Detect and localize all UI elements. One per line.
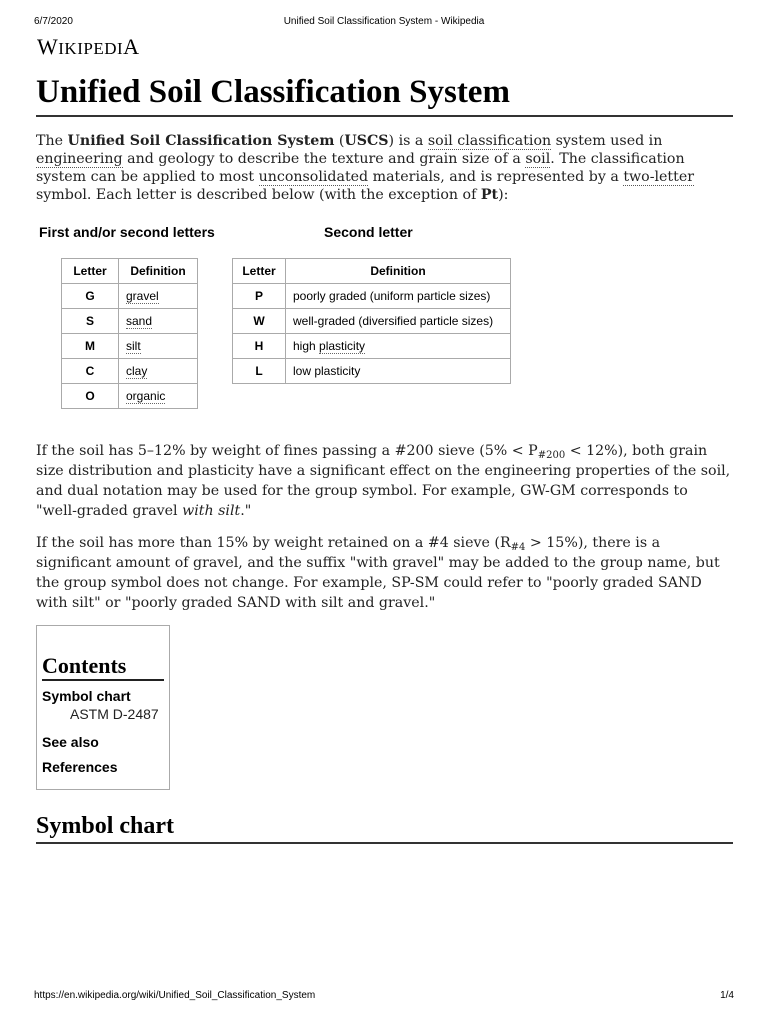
first-table-caption: First and/or second letters [39, 224, 215, 240]
definition-cell [119, 284, 198, 309]
toc-title: Contents [42, 653, 164, 681]
second-letter-table [232, 258, 511, 384]
definition-link[interactable]: clay [126, 364, 148, 378]
logo-smallcaps: IKIPEDI [58, 39, 124, 58]
letter-cell: G [62, 284, 119, 309]
definition-cell [119, 309, 198, 334]
table-row [233, 359, 511, 384]
table-row [62, 309, 198, 334]
intro-text: ): [498, 187, 509, 203]
intro-text: The [36, 133, 68, 149]
toc-item-see-also[interactable]: See also [42, 734, 99, 750]
print-footer [34, 990, 734, 1004]
print-header [34, 16, 734, 30]
intro-text: system used in [551, 133, 663, 149]
intro-text: symbol. Each letter is described below (with the exception of [36, 187, 481, 203]
table-row [62, 284, 198, 309]
first-letter-table [61, 258, 198, 409]
table-header: Definition [286, 259, 511, 284]
intro-bold-abbr: USCS [344, 133, 389, 149]
table-header: Definition [119, 259, 198, 284]
link-engineering[interactable]: engineering [36, 151, 123, 167]
definition-link[interactable]: silt [126, 339, 141, 353]
section-heading: Symbol chart [36, 812, 733, 844]
para-italic: with silt [182, 503, 241, 519]
definition-cell: well-graded (diversified particle sizes) [286, 309, 511, 334]
para-text: If the soil has more than 15% by weight retained on a #4 sieve (R [36, 535, 511, 551]
definition-cell [119, 384, 198, 409]
table-row [233, 334, 511, 359]
definition-cell [119, 359, 198, 384]
wikipedia-logo[interactable] [37, 34, 140, 60]
link-soil-classification[interactable]: soil classification [427, 133, 552, 149]
plasticity-link[interactable]: plasticity [319, 339, 366, 353]
logo-initial: W [37, 34, 59, 59]
para-text: > 15%), there is a significant amount of gravel, and the suffix "with gravel" may be added to the group name, but the group symbol does not change. For example, SP-SM could refer to "poorly graded SAND with silt" or "poorly graded SAND with silt and gravel." [36, 535, 720, 611]
logo-final: A [123, 34, 140, 59]
intro-text: ) is a [388, 133, 428, 149]
print-title: Unified Soil Classification System - Wikipedia [283, 16, 485, 27]
toc-item-symbol-chart[interactable]: Symbol chart [42, 688, 131, 704]
definition-cell: poorly graded (uniform particle sizes) [286, 284, 511, 309]
intro-paragraph [36, 132, 733, 204]
definition-cell: low plasticity [286, 359, 511, 384]
letter-cell: L [233, 359, 286, 384]
table-row [62, 384, 198, 409]
table-header-row [62, 259, 198, 284]
page-title: Unified Soil Classification System [36, 72, 733, 117]
intro-bold-pt: Pt [480, 187, 499, 203]
para-text: ." [240, 503, 252, 519]
letter-cell: W [233, 309, 286, 334]
table-of-contents [36, 625, 170, 790]
gravel-paragraph [36, 533, 733, 613]
toc-item-astm[interactable]: ASTM D-2487 [70, 706, 159, 722]
definition-link[interactable]: sand [126, 314, 153, 328]
letter-cell: P [233, 284, 286, 309]
table-header-row [233, 259, 511, 284]
intro-text: . The classification system can be applied to most [36, 151, 685, 185]
link-soil[interactable]: soil [525, 151, 551, 167]
letter-cell: C [62, 359, 119, 384]
letter-cell: O [62, 384, 119, 409]
definition-text: high [293, 339, 320, 353]
table-row [62, 359, 198, 384]
fines-paragraph [36, 441, 733, 521]
definition-cell [119, 334, 198, 359]
table-row [233, 284, 511, 309]
intro-text: materials, and is represented by a [368, 169, 624, 185]
para-text: If the soil has 5–12% by weight of fines passing a #200 sieve (5% < P [36, 443, 538, 459]
definition-cell [286, 334, 511, 359]
link-two-letter[interactable]: two-letter [623, 169, 695, 185]
para-text: < 12%), both grain size distribution and plasticity have a significant effect on the engineering properties of the soil, and dual notation may be used for the group symbol. For example, GW-GM corresponds to "well-graded gravel [36, 443, 731, 519]
link-unconsolidated[interactable]: unconsolidated [258, 169, 369, 185]
para-subscript: #4 [510, 542, 526, 553]
second-table-caption: Second letter [324, 224, 413, 240]
letter-cell: M [62, 334, 119, 359]
letter-cell: S [62, 309, 119, 334]
table-row [233, 309, 511, 334]
table-header: Letter [62, 259, 119, 284]
table-row [62, 334, 198, 359]
print-date: 6/7/2020 [34, 16, 73, 27]
definition-link[interactable]: gravel [126, 289, 159, 303]
print-page-number: 1/4 [720, 990, 734, 1001]
intro-bold-term: Unified Soil Classification System [67, 133, 335, 149]
toc-item-references[interactable]: References [42, 759, 118, 775]
letter-cell: H [233, 334, 286, 359]
intro-text: and geology to describe the texture and grain size of a [122, 151, 526, 167]
para-subscript: #200 [537, 450, 566, 461]
intro-text: ( [334, 133, 345, 149]
table-header: Letter [233, 259, 286, 284]
definition-link[interactable]: organic [126, 389, 166, 403]
print-url: https://en.wikipedia.org/wiki/Unified_Soil_Classification_System [34, 990, 316, 1001]
